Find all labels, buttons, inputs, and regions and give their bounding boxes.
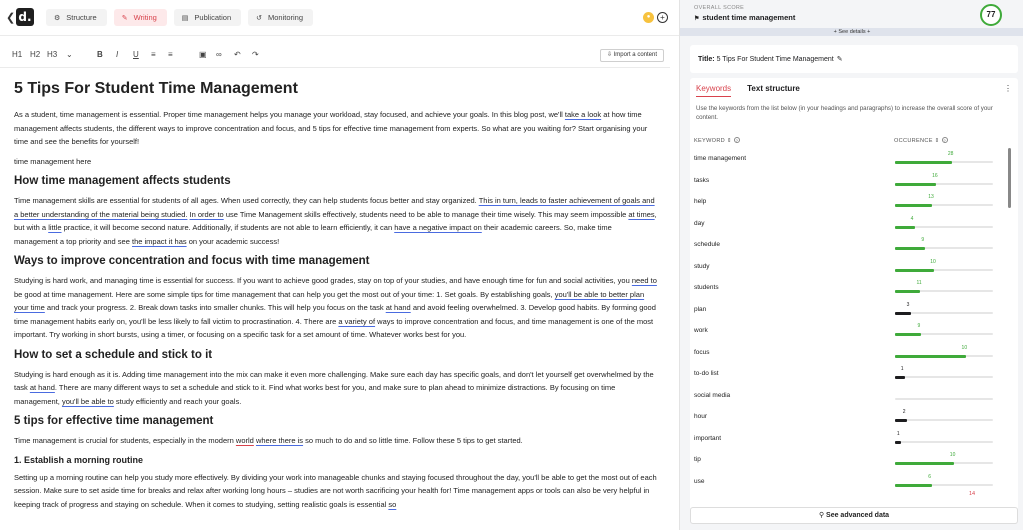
score-keyword: ⚑ student time management: [694, 13, 796, 22]
step-tabs: [46, 9, 313, 26]
heading1-button[interactable]: H1: [12, 50, 23, 59]
occurence-bar: [895, 204, 932, 207]
chevron-left-icon[interactable]: ❮: [6, 12, 16, 24]
tab-monitoring[interactable]: ↺ Monitoring: [248, 9, 313, 26]
heading2-button[interactable]: H2: [30, 50, 41, 59]
see-advanced-data-button[interactable]: ⚲ See advanced data: [690, 507, 1018, 524]
pencil-icon: ✎: [121, 14, 128, 22]
heading3-button[interactable]: H3: [47, 50, 58, 59]
placeholder-line[interactable]: time management here: [14, 156, 92, 166]
heading-morning-routine[interactable]: 1. Establish a morning routine: [14, 454, 144, 465]
occurence-value: 10: [949, 452, 956, 458]
occurence-value: 2: [902, 409, 906, 415]
tab-publication[interactable]: ▤ Publication: [174, 9, 241, 26]
keyword-label: to-do list: [694, 370, 719, 377]
keyword-list[interactable]: [690, 148, 1008, 498]
keyword-row: [690, 406, 1008, 428]
help-icon[interactable]: ?: [735, 138, 739, 143]
paragraph-schedule[interactable]: Studying is hard enough as it is. Adding time management into the mix can make it even more challenging. Make sure each day has specific goals, and don't let yourself get overwhelmed by the task at hand. There are many different ways to set a schedule and stick to it. Find what works best for you, and make sure to plan ahead to minimize distractions. By focusing on time management, you'll be able to study efficiently and reach your goals.: [14, 369, 654, 406]
keyword-label: tip: [694, 456, 701, 463]
keyword-label: plan: [694, 305, 707, 313]
heading-schedule[interactable]: How to set a schedule and stick to it: [14, 348, 213, 361]
tab-text-structure[interactable]: Text structure: [747, 84, 800, 93]
occurence-bar: [895, 376, 905, 379]
keyword-label: time management: [694, 155, 747, 162]
redo-icon[interactable]: ↷: [252, 50, 259, 59]
occurence-value: 10: [961, 344, 968, 351]
link-icon[interactable]: ∞: [216, 50, 222, 59]
keyword-row: [690, 256, 1008, 278]
scrollbar[interactable]: [1008, 148, 1011, 208]
document-editor[interactable]: [14, 78, 657, 517]
occurence-track: [895, 398, 993, 400]
occurence-track: [895, 376, 993, 378]
keyword-row: [690, 449, 1008, 471]
keyword-label: tasks: [694, 176, 710, 184]
occurence-value: 9: [917, 323, 921, 329]
keyword-label: use: [694, 477, 705, 485]
sort-icon: ⇕: [726, 138, 732, 144]
occurence-bar: [895, 333, 921, 336]
occurence-bar: [895, 462, 954, 465]
add-icon[interactable]: +: [657, 12, 668, 23]
keyword-label: study: [694, 262, 710, 270]
keyword-row: [690, 299, 1008, 321]
occurence-bar: [895, 290, 920, 293]
occurence-bar: [895, 269, 934, 272]
occurence-value: 9: [921, 237, 925, 243]
heading-tips[interactable]: 5 tips for effective time management: [14, 415, 214, 427]
app-logo[interactable]: d.: [16, 8, 34, 26]
keyword-row: [690, 363, 1008, 385]
keyword-label: important: [694, 434, 722, 442]
publication-icon: ▤: [181, 14, 189, 22]
paragraph-concentration[interactable]: Studying is hard work, and managing time is essential for success. If you want to achieve good grades, stay on top of your studies, and have enough time for fun and social activities, you need to be good at time management. Here are some simple tips for time management that can help you get the most out of your time: 1. Set goals. By establishing goals, you'll be able to better plan your time and track your progress. 2. Break down tasks into smaller chunks. This will help you focus on the task at hand and avoid feeling overwhelmed. 3. Develop good habits. By forming good time management habits early on, you'll be less likely to fall victim to procrastination. 4. There are a variety of ways to improve concentration and focus, and time management is one of the most important. Try working in short bursts, using a timer, or focusing on a specific task for a set amount of time. Whatever works best for you.: [14, 276, 657, 339]
download-icon: ⇩: [606, 52, 612, 58]
keyword-row: [690, 471, 1008, 493]
undo-icon[interactable]: ↶: [234, 50, 241, 59]
tab-keywords[interactable]: Keywords: [696, 84, 731, 97]
occurence-bar: [895, 226, 915, 229]
paragraph-intro[interactable]: As a student, time management is essential. Proper time management helps you manage your workload, stay focused, and achieve your goals. In this blog post, we'll take a look at how time management affects students, the different ways to improve concentration and focus, and 5 tips for effective time management from experts. So what are you waiting for? Start organising your time and see the benefits for yourself!: [14, 110, 648, 146]
coin-icon[interactable]: ●: [643, 12, 654, 23]
keyword-label: focus: [694, 348, 710, 356]
occurence-value: 4: [910, 215, 914, 222]
bullet-list-icon[interactable]: ≡: [151, 50, 156, 59]
chevron-down-icon[interactable]: ⌄: [66, 50, 73, 59]
occurence-value: 6: [928, 473, 932, 480]
keyword-row: [690, 148, 1008, 170]
numbered-list-icon[interactable]: ≡: [168, 50, 173, 59]
heading-affects[interactable]: How time management affects students: [14, 175, 231, 187]
title-card: Title: 5 Tips For Student Time Management ✎: [690, 45, 1018, 73]
underline-button[interactable]: U: [133, 50, 139, 59]
monitoring-icon: ↺: [256, 14, 262, 22]
keyword-label: work: [694, 327, 708, 334]
more-vertical-icon[interactable]: ⋮: [1004, 84, 1012, 93]
keyword-label: students: [694, 284, 719, 291]
occurence-value: 10: [930, 258, 936, 265]
keyword-row: [690, 170, 1008, 192]
pencil-icon[interactable]: ✎: [836, 56, 843, 63]
heading-concentration[interactable]: Ways to improve concentration and focus with time management: [14, 255, 370, 267]
paragraph-morning-routine[interactable]: Setting up a morning routine can help you study more effectively. By dividing your work into manageable chunks and staying focused throughout the day, you'll be able to get the most out of each session. Make sure to set aside time for breaks and relax after working long hours – studies are not worth sacrificing your health for! Time management apps or tools can also be very helpful in keeping track of progress and staying on schedule. When it comes to studying, setting realistic goals is essential so: [14, 472, 657, 509]
title-value: 5 Tips For Student Time Management: [716, 56, 834, 63]
keyword-row: [690, 234, 1008, 256]
import-content-button[interactable]: ⇩ Import a content: [600, 49, 664, 62]
occurence-bar: [895, 419, 907, 422]
image-icon[interactable]: ▣: [199, 50, 207, 59]
occurence-value: 1: [900, 366, 904, 372]
seo-panel: [679, 0, 1023, 530]
bold-button[interactable]: B: [97, 50, 103, 59]
occurence-bar: [895, 312, 911, 315]
structure-icon: ⚙: [54, 14, 61, 22]
occurence-bar: [895, 441, 901, 444]
keyword-row: [690, 277, 1008, 299]
keywords-card: Keywords Text structure ⋮ Use the keywords from the list below (in your headings and paragraphs) to increase the overall score of your content. KEYWORD ⇕ ? OCCURENCE ⇕ ? time management 28 tasks 16 help 13 day 4 schedule 9 study 10 students 11 plan 3 work 9 focus 10 to-do list 1 social media hour 2 important 1 tip 10 use 6 14: [690, 78, 1018, 523]
keyword-label: help: [694, 198, 707, 205]
occurence-value: 16: [932, 172, 938, 179]
occurence-value: 3: [906, 301, 910, 308]
keyword-label: social media: [694, 391, 731, 399]
keyword-count-partial: 14: [969, 491, 976, 497]
flag-icon: ⚑: [694, 16, 700, 22]
keyword-row: [690, 213, 1008, 235]
occurence-value: 1: [896, 430, 900, 437]
keyword-row: [690, 191, 1008, 213]
occurence-bar: [895, 484, 932, 487]
paragraph-tips[interactable]: Time management is crucial for students, especially in the modern world where there is so much to do and so little time. Follow these 5 tips to get started.: [14, 436, 523, 445]
help-icon[interactable]: ?: [943, 138, 946, 143]
tab-writing[interactable]: ✎ Writing: [114, 9, 167, 26]
occurence-value: 28: [947, 151, 954, 157]
search-icon: ⚲: [818, 512, 825, 519]
see-details-link[interactable]: + See details +: [680, 28, 1023, 36]
keyword-row: [690, 320, 1008, 342]
occurence-value: 13: [928, 194, 934, 200]
keyword-row: [690, 342, 1008, 364]
document-title[interactable]: 5 Tips For Student Time Management: [14, 80, 298, 97]
keyword-label: day: [694, 219, 705, 227]
occurence-bar: [895, 355, 966, 358]
italic-button[interactable]: I: [116, 50, 119, 59]
occurence-track: [895, 419, 993, 421]
keyword-row: [690, 428, 1008, 450]
score-ring: 77: [980, 4, 1002, 26]
occurence-track: [895, 441, 993, 443]
keyword-row: [690, 385, 1008, 407]
occurence-bar: [895, 161, 952, 164]
occurence-bar: [895, 183, 936, 186]
keyword-label: schedule: [694, 241, 721, 248]
occurence-bar: [895, 247, 925, 250]
paragraph-affects[interactable]: Time management skills are essential for students of all ages. When used correctly, they can help students focus better and stay organized. This in turn, leads to faster achievement of goals and a better understanding of the material being studied. In order to use Time Management skills effectively, students need to be able to manage their time wisely. This may seem impossible at times, but with a little practice, it will become second nature. Additionally, if students are not able to learn efficiently, it can have a negative impact on their academic careers. So, make time management a top priority and see the impact it has on your academic success!: [14, 196, 657, 246]
tab-structure[interactable]: ⚙ Structure: [46, 9, 107, 26]
sort-icon: ⇕: [934, 138, 940, 144]
top-bar: [0, 0, 680, 36]
editor-toolbar: [0, 44, 670, 68]
occurence-value: 11: [916, 280, 922, 286]
keywords-description: Use the keywords from the list below (in your headings and paragraphs) to increase the overall score of your content.: [696, 105, 993, 121]
score-label: OVERALL SCORE: [694, 5, 745, 11]
keyword-label: hour: [694, 413, 708, 420]
